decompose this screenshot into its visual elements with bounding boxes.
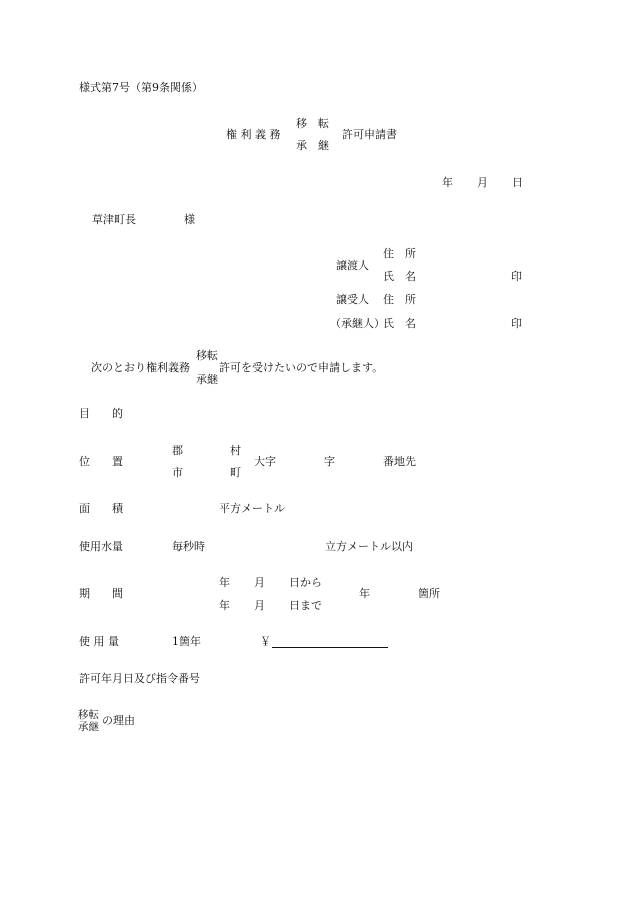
fee-per: 1箇年 — [172, 635, 201, 648]
fee-yen-symbol: ￥ — [260, 635, 271, 648]
location-banchi: 番地先 — [383, 455, 416, 468]
transferor-label: 譲渡人 — [336, 259, 369, 272]
period-to-day: 日まで — [289, 599, 322, 612]
location-label: 位 置 — [79, 455, 123, 468]
transferee-address-label: 住 所 — [383, 293, 416, 306]
water-per: 毎秒時 — [172, 540, 205, 553]
transferee-name-label: 氏 名 — [383, 317, 416, 330]
period-from-year: 年 — [219, 576, 230, 589]
transferor-seal: 印 — [511, 270, 522, 283]
permit-label: 許可年月日及び指令番号 — [79, 672, 200, 685]
area-label: 面 積 — [79, 502, 123, 515]
period-years: 年 — [359, 587, 370, 600]
date-year: 年 — [442, 176, 453, 189]
title-prefix: 権 利 義 務 — [226, 128, 281, 141]
addressee-name: 草津町長 — [92, 213, 136, 226]
statement-prefix: 次のとおり権利義務 — [91, 361, 190, 374]
transferor-address-label: 住 所 — [383, 247, 416, 260]
addressee-honorific: 様 — [184, 213, 195, 226]
period-to-year: 年 — [219, 599, 230, 612]
period-from-day: 日から — [289, 576, 322, 589]
title-option-transfer: 移 転 — [296, 117, 329, 130]
period-from-month: 月 — [254, 576, 265, 589]
location-aza: 字 — [324, 455, 335, 468]
reason-option-transfer: 移転 — [78, 709, 99, 721]
area-unit: 平方メートル — [219, 502, 285, 515]
location-machi: 町 — [230, 466, 241, 479]
transferee-seal: 印 — [511, 317, 522, 330]
statement-suffix: 許可を受けたいので申請します。 — [219, 361, 384, 374]
statement-option-succession: 承継 — [196, 373, 218, 386]
title-option-succession: 承 継 — [296, 139, 329, 152]
water-label: 使用水量 — [79, 540, 123, 553]
location-gun: 郡 — [172, 444, 183, 457]
date-day: 日 — [512, 176, 523, 189]
date-month: 月 — [477, 176, 488, 189]
period-label: 期 間 — [79, 587, 123, 600]
transferee-sub-label: （承継人） — [330, 317, 385, 330]
fee-label: 使 用 量 — [79, 635, 119, 648]
period-places: 箇所 — [418, 587, 440, 600]
location-oaza: 大字 — [254, 455, 276, 468]
reason-option-succession: 承継 — [78, 721, 99, 733]
period-to-month: 月 — [254, 599, 265, 612]
location-mura: 村 — [230, 444, 241, 457]
statement-option-transfer: 移転 — [196, 349, 218, 362]
reason-suffix: の理由 — [102, 714, 135, 727]
transferor-name-label: 氏 名 — [383, 270, 416, 283]
title-suffix: 許可申請書 — [342, 128, 397, 141]
purpose-label: 目 的 — [79, 407, 123, 420]
form-label: 様式第7号（第9条関係） — [79, 81, 203, 94]
location-shi: 市 — [172, 466, 183, 479]
transferee-label: 譲受人 — [336, 293, 369, 306]
fee-amount-line — [272, 647, 388, 648]
water-unit: 立方メートル以内 — [325, 540, 413, 553]
